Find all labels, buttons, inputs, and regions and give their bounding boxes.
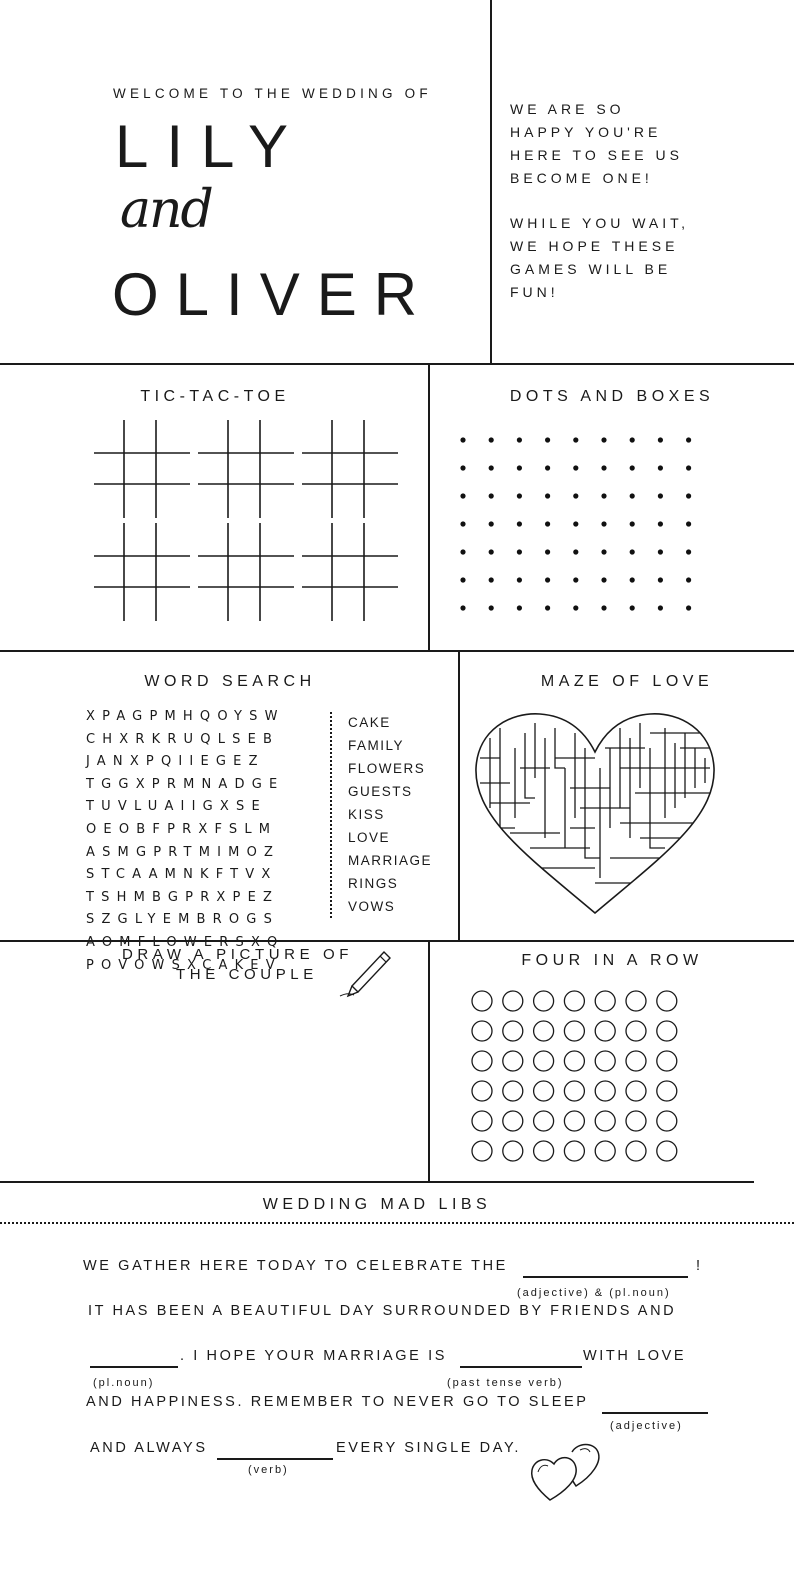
word-list-item: RINGS bbox=[348, 876, 399, 891]
dot bbox=[601, 465, 606, 470]
madlib-line-5: AND ALWAYS bbox=[90, 1440, 208, 1456]
dot bbox=[460, 605, 465, 610]
board-slot[interactable] bbox=[626, 1081, 646, 1101]
word-search-row[interactable]: TSHMBGPRXPEZ bbox=[86, 889, 280, 905]
word-search-row[interactable]: XPAGPMHQOYSW bbox=[86, 709, 285, 724]
dot bbox=[489, 549, 494, 554]
message-line: BECOME ONE! bbox=[510, 170, 653, 186]
madlib-blank-2[interactable] bbox=[90, 1366, 178, 1368]
tic-tac-toe-title: TIC-TAC-TOE bbox=[140, 388, 290, 405]
dot bbox=[489, 493, 494, 498]
board-slot[interactable] bbox=[503, 991, 523, 1011]
board-slot[interactable] bbox=[472, 1081, 492, 1101]
dot bbox=[489, 577, 494, 582]
dot bbox=[658, 437, 663, 442]
board-slot[interactable] bbox=[657, 1021, 677, 1041]
dot bbox=[658, 577, 663, 582]
tic-tac-toe-boards[interactable] bbox=[0, 365, 428, 650]
madlib-hint-1: (adjective) & (pl.noun) bbox=[517, 1287, 671, 1299]
dot bbox=[460, 521, 465, 526]
word-search-row[interactable]: TGGXPRMNADGE bbox=[86, 776, 285, 792]
madlib-blank-5[interactable] bbox=[217, 1458, 333, 1460]
dot bbox=[545, 577, 550, 582]
board-slot[interactable] bbox=[503, 1021, 523, 1041]
board-slot[interactable] bbox=[657, 1051, 677, 1071]
dot bbox=[517, 521, 522, 526]
board-slot[interactable] bbox=[534, 991, 554, 1011]
madlib-hint-3: (past tense verb) bbox=[447, 1377, 564, 1389]
tic-tac-toe-board[interactable] bbox=[302, 523, 398, 621]
board-slot[interactable] bbox=[595, 991, 615, 1011]
message-line: WHILE YOU WAIT, bbox=[510, 215, 690, 231]
dot bbox=[517, 605, 522, 610]
board-slot[interactable] bbox=[472, 1141, 492, 1161]
dot bbox=[573, 549, 578, 554]
groom-name: OLIVER bbox=[112, 261, 435, 328]
word-list-item: KISS bbox=[348, 807, 385, 822]
dot bbox=[517, 577, 522, 582]
dot bbox=[460, 437, 465, 442]
board-slot[interactable] bbox=[564, 991, 584, 1011]
divider-row4-bottom bbox=[0, 1181, 754, 1183]
dot bbox=[517, 549, 522, 554]
dot bbox=[545, 521, 550, 526]
board-slot[interactable] bbox=[657, 1111, 677, 1131]
board-slot[interactable] bbox=[534, 1141, 554, 1161]
word-list-item: FLOWERS bbox=[348, 761, 426, 776]
mad-libs-title: WEDDING MAD LIBS bbox=[262, 1196, 492, 1213]
madlib-hint-2: (pl.noun) bbox=[93, 1377, 155, 1389]
board-slot[interactable] bbox=[534, 1021, 554, 1041]
madlib-blank-1[interactable] bbox=[523, 1276, 688, 1278]
dot bbox=[658, 549, 663, 554]
madlibs-dotted-divider bbox=[0, 1222, 794, 1224]
dot bbox=[630, 549, 635, 554]
dot bbox=[630, 521, 635, 526]
draw-title-line1: DRAW A PICTURE OF bbox=[122, 946, 353, 963]
board-slot[interactable] bbox=[503, 1111, 523, 1131]
madlib-blank-3[interactable] bbox=[460, 1366, 582, 1368]
dot bbox=[545, 465, 550, 470]
dot bbox=[630, 605, 635, 610]
board-slot[interactable] bbox=[657, 1141, 677, 1161]
four-in-a-row-board[interactable] bbox=[462, 985, 687, 1165]
board-slot[interactable] bbox=[534, 1051, 554, 1071]
board-slot[interactable] bbox=[472, 1021, 492, 1041]
dot bbox=[489, 521, 494, 526]
board-slot[interactable] bbox=[626, 1021, 646, 1041]
board-slot[interactable] bbox=[595, 1141, 615, 1161]
dot bbox=[573, 577, 578, 582]
tic-tac-toe-board[interactable] bbox=[198, 523, 294, 621]
board-slot[interactable] bbox=[626, 991, 646, 1011]
word-list-divider bbox=[330, 712, 332, 918]
board-slot[interactable] bbox=[564, 1111, 584, 1131]
madlib-line-1: WE GATHER HERE TODAY TO CELEBRATE THE bbox=[83, 1258, 508, 1274]
message-line: FUN! bbox=[510, 284, 559, 300]
madlib-line-5-end: EVERY SINGLE DAY. bbox=[336, 1440, 521, 1456]
dot bbox=[460, 577, 465, 582]
board-slot[interactable] bbox=[626, 1141, 646, 1161]
dot bbox=[686, 493, 691, 498]
madlib-hint-5: (verb) bbox=[248, 1464, 289, 1476]
board-slot[interactable] bbox=[503, 1081, 523, 1101]
welcome-heading: WELCOME TO THE WEDDING OF bbox=[113, 86, 432, 101]
divider-row3-vertical bbox=[458, 652, 460, 942]
dot bbox=[630, 465, 635, 470]
word-list-item: FAMILY bbox=[348, 738, 405, 753]
word-list-item: CAKE bbox=[348, 715, 391, 730]
dot bbox=[686, 549, 691, 554]
board-slot[interactable] bbox=[595, 1111, 615, 1131]
dot bbox=[630, 437, 635, 442]
dot bbox=[601, 521, 606, 526]
madlib-line-3-end: WITH LOVE bbox=[583, 1348, 687, 1364]
message-line: WE HOPE THESE bbox=[510, 238, 679, 254]
dot bbox=[489, 465, 494, 470]
tic-tac-toe-board[interactable] bbox=[94, 420, 190, 518]
dot bbox=[573, 437, 578, 442]
divider-row2-bottom bbox=[0, 650, 794, 652]
dot bbox=[460, 549, 465, 554]
madlib-blank-4[interactable] bbox=[602, 1412, 708, 1414]
word-list-item: GUESTS bbox=[348, 784, 413, 799]
madlib-hint-4: (adjective) bbox=[610, 1420, 683, 1432]
madlib-line-1-end: ! bbox=[696, 1258, 703, 1274]
dot bbox=[601, 437, 606, 442]
tic-tac-toe-board[interactable] bbox=[302, 420, 398, 518]
dot bbox=[686, 521, 691, 526]
board-slot[interactable] bbox=[595, 1081, 615, 1101]
dot bbox=[686, 577, 691, 582]
word-list-item: VOWS bbox=[348, 899, 396, 914]
dot bbox=[573, 465, 578, 470]
word-search-row[interactable]: POVOWSXCAKEV bbox=[86, 957, 282, 973]
board-slot[interactable] bbox=[564, 1081, 584, 1101]
dot bbox=[545, 493, 550, 498]
dot bbox=[630, 577, 635, 582]
dot bbox=[489, 437, 494, 442]
word-search-row[interactable]: TUVLUAIIGXSE bbox=[86, 799, 267, 815]
dot bbox=[601, 577, 606, 582]
word-search-row[interactable]: SZGLYEMBROGS bbox=[86, 912, 280, 928]
dot bbox=[573, 605, 578, 610]
message-line: WE ARE SO bbox=[510, 101, 625, 117]
dot bbox=[545, 549, 550, 554]
dots-grid[interactable] bbox=[430, 365, 794, 650]
message-line: HERE TO SEE US bbox=[510, 147, 683, 163]
bride-name: LILY bbox=[115, 113, 306, 180]
four-in-a-row-title: FOUR IN A ROW bbox=[521, 952, 703, 969]
madlib-line-3: . I HOPE YOUR MARRIAGE IS bbox=[180, 1348, 447, 1364]
board-slot[interactable] bbox=[503, 1141, 523, 1161]
divider-header-vertical bbox=[490, 0, 492, 365]
board-slot[interactable] bbox=[472, 1051, 492, 1071]
dot bbox=[658, 493, 663, 498]
dot bbox=[630, 493, 635, 498]
dot bbox=[517, 493, 522, 498]
word-search-row[interactable]: STCAAMNKFTVX bbox=[86, 867, 278, 883]
dot bbox=[545, 605, 550, 610]
board-slot[interactable] bbox=[595, 1051, 615, 1071]
double-heart-icon bbox=[528, 1440, 608, 1506]
word-search-row[interactable]: OEOBFPRXFSLM bbox=[86, 822, 278, 837]
board-slot[interactable] bbox=[626, 1111, 646, 1131]
word-search-row[interactable]: ASMGPRTMIMOZ bbox=[86, 844, 281, 860]
dot bbox=[545, 437, 550, 442]
word-search-row[interactable]: AOMFLOWERSXQ bbox=[86, 935, 285, 950]
dot bbox=[686, 465, 691, 470]
dot bbox=[658, 521, 663, 526]
pencil-icon bbox=[338, 948, 398, 1000]
dot bbox=[658, 465, 663, 470]
dot bbox=[601, 549, 606, 554]
dot bbox=[601, 493, 606, 498]
maze-title: MAZE OF LOVE bbox=[540, 673, 714, 690]
dot bbox=[517, 437, 522, 442]
word-search-row[interactable]: CHXRKRUQLSEB bbox=[86, 731, 280, 747]
board-slot[interactable] bbox=[626, 1051, 646, 1071]
dot bbox=[460, 465, 465, 470]
board-slot[interactable] bbox=[564, 1051, 584, 1071]
word-list-item: LOVE bbox=[348, 830, 391, 845]
dot bbox=[573, 521, 578, 526]
madlib-line-4: AND HAPPINESS. REMEMBER TO NEVER GO TO SLEEP bbox=[86, 1394, 589, 1410]
board-slot[interactable] bbox=[564, 1021, 584, 1041]
message-line: GAMES WILL BE bbox=[510, 261, 672, 277]
draw-title-line2: THE COUPLE bbox=[176, 966, 318, 983]
divider-row4-vertical bbox=[428, 942, 430, 1182]
board-slot[interactable] bbox=[503, 1051, 523, 1071]
dot bbox=[517, 465, 522, 470]
dot bbox=[601, 605, 606, 610]
board-slot[interactable] bbox=[534, 1111, 554, 1131]
dot bbox=[686, 437, 691, 442]
and-script: and bbox=[120, 180, 212, 240]
word-search-title: WORD SEARCH bbox=[144, 673, 316, 690]
board-slot[interactable] bbox=[595, 1021, 615, 1041]
message-line: HAPPY YOU'RE bbox=[510, 124, 662, 140]
madlib-line-2: IT HAS BEEN A BEAUTIFUL DAY SURROUNDED BY FRIENDS AND bbox=[88, 1303, 677, 1319]
word-search-row[interactable]: JANXPQIIEGEZ bbox=[86, 754, 265, 770]
board-slot[interactable] bbox=[472, 1111, 492, 1131]
board-slot[interactable] bbox=[657, 991, 677, 1011]
board-slot[interactable] bbox=[564, 1141, 584, 1161]
board-slot[interactable] bbox=[657, 1081, 677, 1101]
dot bbox=[686, 605, 691, 610]
tic-tac-toe-board[interactable] bbox=[198, 420, 294, 518]
dot bbox=[658, 605, 663, 610]
dots-and-boxes-title: DOTS AND BOXES bbox=[509, 388, 715, 405]
dot bbox=[460, 493, 465, 498]
dot bbox=[573, 493, 578, 498]
heart-maze[interactable] bbox=[470, 708, 720, 918]
dot bbox=[489, 605, 494, 610]
word-list-item: MARRIAGE bbox=[348, 853, 433, 868]
board-slot[interactable] bbox=[472, 991, 492, 1011]
tic-tac-toe-board[interactable] bbox=[94, 523, 190, 621]
board-slot[interactable] bbox=[534, 1081, 554, 1101]
